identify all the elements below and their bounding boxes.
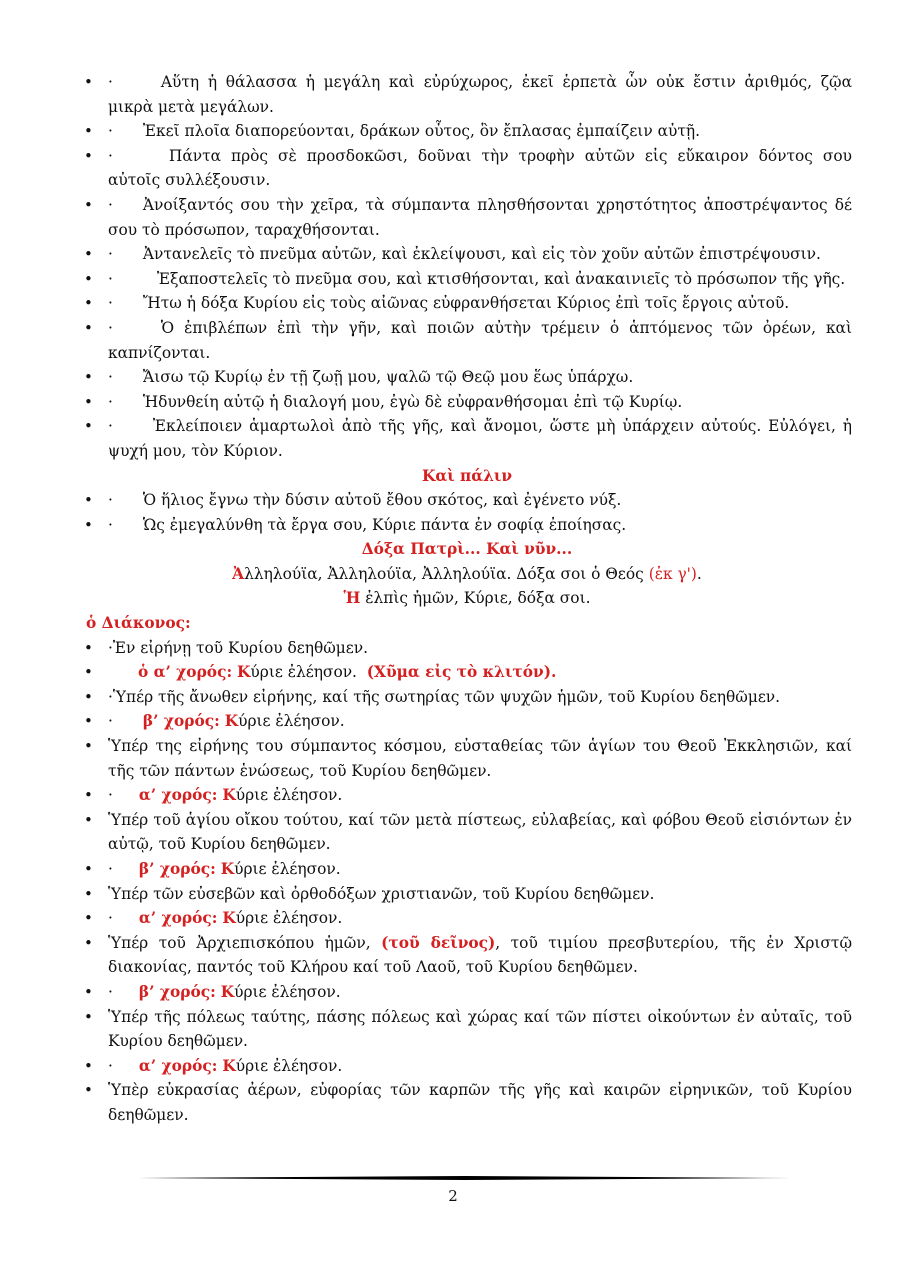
- mid-dot: ·: [108, 712, 113, 731]
- petition-text: Ἐν εἰρήνῃ τοῦ Κυρίου δεηθῶμεν.: [112, 638, 369, 657]
- elpis-initial: Ἡ: [343, 589, 361, 608]
- psalm-verses-continued: [82, 488, 852, 537]
- bullet-icon: •: [84, 786, 93, 805]
- mid-dot: ·: [108, 146, 113, 165]
- petition-text-a: Ὑπέρ τοῦ Ἀρχιεπισκόπου ἡμῶν,: [108, 933, 382, 952]
- choir-label: β’ χορός:: [142, 712, 220, 731]
- litany-petition-3: [82, 734, 852, 783]
- bullet-icon: •: [84, 909, 93, 928]
- litany-petition-6: [82, 931, 852, 980]
- litany-petition-5: [82, 882, 852, 907]
- verse-text: Ἀνοίξαντός σου τὴν χεῖρα, τὰ σύμπαντα πλησθήσονται χρηστότητος ἀποστρέψαντος δέ σου τὸ πρόσωπον, ταραχθήσονται.: [108, 195, 852, 239]
- litany-petition-2: [82, 685, 852, 710]
- kyrie-text: ύριε ἐλέησον.: [235, 909, 343, 928]
- verse-item: [82, 390, 852, 415]
- bullet-icon: •: [84, 122, 93, 141]
- verse-text: Αὕτη ἡ θάλασσα ἡ μεγάλη καὶ εὐρύχωρος, ἐκεῖ ἑρπετὰ ὧν οὐκ ἔστιν ἀριθμός, ζῷα μικρὰ μετὰ μεγάλων.: [108, 73, 852, 116]
- choir-response-6: [82, 980, 852, 1005]
- petition-text: Ὑπὲρ εὐκρασίας ἀέρων, εὐφορίας τῶν καρπῶν τῆς γῆς καὶ καιρῶν εἰρηνικῶν, τοῦ Κυρίου δεηθῶμεν.: [108, 1081, 852, 1124]
- choir-response-7: [82, 1054, 852, 1079]
- bullet-icon: •: [84, 392, 93, 411]
- bullet-icon: •: [84, 1081, 93, 1100]
- mid-dot: ·: [108, 638, 113, 657]
- choir-label: β’ χορός:: [138, 860, 216, 878]
- bullet-icon: •: [84, 712, 93, 731]
- mid-dot: ·: [108, 417, 113, 436]
- bullet-icon: •: [84, 73, 93, 91]
- verse-item: [82, 316, 852, 365]
- bullet-icon: •: [84, 146, 93, 165]
- petition-text: Ὑπέρ τῶν εὐσεβῶν καὶ ὀρθοδόξων χριστιανῶν, τοῦ Κυρίου δεηθῶμεν.: [108, 884, 655, 903]
- verse-item: [82, 513, 852, 538]
- mid-dot: ·: [108, 1056, 113, 1075]
- page-content: [82, 70, 852, 1128]
- kyrie-text: ύριε ἐλέησον.: [238, 712, 345, 731]
- verse-text: Ὁ ἥλιος ἔγνω τὴν δύσιν αὐτοῦ ἔθου σκότος, καὶ ἐγένετο νύξ.: [142, 491, 622, 510]
- mid-dot: ·: [108, 982, 113, 1001]
- mid-dot: ·: [108, 195, 113, 214]
- mid-dot: ·: [108, 245, 113, 264]
- kyrie-text: ύριε ἐλέησον.: [234, 982, 341, 1001]
- footer-divider: [138, 1176, 792, 1180]
- verse-text: Πάντα πρὸς σὲ προσδοκῶσι, δοῦναι τὴν τροφὴν αὐτῶν εἰς εὔκαιρον δόντος σου αὐτοῖς συλλέξουσιν.: [108, 146, 852, 190]
- kyrie-initial: Κ: [222, 1056, 236, 1075]
- mid-dot: ·: [108, 318, 113, 337]
- verse-item: [82, 291, 852, 316]
- bullet-icon: •: [84, 810, 93, 829]
- bullet-icon: •: [84, 515, 93, 534]
- choir-label: α’ χορός:: [138, 1056, 218, 1075]
- verse-text: Ἐκλείποιεν ἁμαρτωλοὶ ἀπὸ τῆς γῆς, καὶ ἄνομοι, ὥστε μὴ ὑπάρχειν αὐτούς. Εὐλόγει, ἡ ψυχή μου, τὸν Κύριον.: [108, 417, 852, 460]
- psalm-verses: [82, 70, 852, 464]
- mid-dot: ·: [108, 860, 113, 878]
- verse-item: [82, 267, 852, 292]
- mid-dot: ·: [108, 687, 113, 706]
- choir-note: (Χῦμα εἰς τὸ κλιτόν).: [366, 663, 557, 682]
- bullet-icon: •: [84, 884, 93, 903]
- bullet-icon: •: [84, 318, 93, 337]
- verse-item: [82, 242, 852, 267]
- choir-response-3: [82, 783, 852, 808]
- bullet-icon: •: [84, 737, 93, 756]
- choir-response-5: [82, 906, 852, 931]
- bullet-icon: •: [84, 1056, 93, 1075]
- choir-label: ὁ α’ χορός:: [138, 663, 233, 682]
- bullet-icon: •: [84, 933, 93, 952]
- litany-petition-4: [82, 808, 852, 857]
- mid-dot: ·: [108, 368, 113, 387]
- bullet-icon: •: [84, 417, 93, 436]
- verse-item: [82, 119, 852, 144]
- choir-response-4: [82, 857, 852, 882]
- mid-dot: ·: [108, 515, 113, 534]
- verse-item: [82, 70, 852, 119]
- kyrie-initial: Κ: [220, 982, 235, 1001]
- kyrie-text: ύριε ἐλέησον.: [234, 860, 341, 878]
- mid-dot: ·: [108, 909, 113, 928]
- kyrie-initial: Κ: [224, 712, 239, 731]
- verse-text: Ἐκεῖ πλοῖα διαπορεύονται, δράκων οὗτος, ὃν ἔπλασας ἐμπαίζειν αὐτῇ.: [142, 122, 700, 141]
- mid-dot: ·: [108, 491, 113, 510]
- kyrie-initial: Κ: [237, 663, 251, 682]
- verse-text: Ἄισω τῷ Κυρίῳ ἐν τῇ ζωῇ μου, ψαλῶ τῷ Θεῷ μου ἕως ὑπάρχω.: [142, 368, 634, 387]
- mid-dot: ·: [108, 269, 113, 288]
- petition-text: Ὑπέρ της εἰρήνης του σύμπαντος κόσμου, εὐσταθείας τῶν ἁγίων του Θεοῦ Ἐκκλησιῶν, καί τῆς τῶν πάντων ἑνώσεως, τοῦ Κυρίου δεηθῶμεν.: [108, 737, 852, 780]
- verse-text: Ἐξαποστελεῖς τὸ πνεῦμα σου, καὶ κτισθήσονται, καὶ ἀνακαινιεῖς τὸ πρόσωπον τῆς γῆς.: [156, 269, 846, 288]
- mid-dot: ·: [108, 392, 113, 411]
- mid-dot: ·: [108, 73, 113, 91]
- bullet-icon: •: [84, 638, 93, 657]
- page-number: 2: [448, 1187, 458, 1205]
- bullet-icon: •: [84, 269, 93, 288]
- mid-dot: ·: [108, 122, 113, 141]
- alleluia-ek-g: (ἐκ γ'): [648, 564, 697, 583]
- alleluia-text: λληλούϊα, Ἀλληλούϊα, Ἀλληλούϊα. Δόξα σοι ὁ Θεός: [244, 564, 644, 583]
- verse-text: Ὁ ἐπιβλέπων ἐπὶ τὴν γῆν, καὶ ποιῶν αὐτὴν τρέμειν ὁ ἁπτόμενος τῶν ὀρέων, καὶ καπνίζονται.: [108, 318, 852, 362]
- elpis-line: [82, 586, 852, 611]
- litany-petition-8: [82, 1078, 852, 1127]
- deacon-label: ὁ Διάκονος:: [86, 614, 191, 633]
- alleluia-line: [82, 562, 852, 587]
- bullet-icon: •: [84, 245, 93, 264]
- kai-palin-heading: Καὶ πάλιν: [421, 466, 513, 485]
- choir-label: α’ χορός:: [138, 909, 218, 928]
- verse-text: Ἡδυνθείη αὐτῷ ἡ διαλογή μου, ἐγὼ δὲ εὐφρανθήσομαι ἐπὶ τῷ Κυρίῳ.: [142, 392, 683, 411]
- kyrie-initial: Κ: [222, 786, 236, 805]
- verse-item: [82, 488, 852, 513]
- alleluia-end: .: [696, 564, 702, 583]
- kyrie-text: ύριε ἐλέησον.: [235, 1056, 343, 1075]
- verse-item: [82, 365, 852, 390]
- bullet-icon: •: [84, 195, 93, 214]
- bullet-icon: •: [84, 368, 93, 387]
- kyrie-initial: Κ: [220, 860, 235, 878]
- verse-text: Ἤτω ἡ δόξα Κυρίου εἰς τοὺς αἰῶνας εὐφρανθήσεται Κύριος ἐπὶ τοῖς ἔργοις αὐτοῦ.: [142, 294, 790, 313]
- doxa-heading: Δόξα Πατρὶ... Καὶ νῦν...: [361, 540, 573, 559]
- choir-label: β’ χορός:: [138, 982, 216, 1001]
- petition-name-placeholder: (τοῦ δεῖνος): [381, 933, 496, 952]
- verse-item: [82, 144, 852, 193]
- litany-petition-7: [82, 1005, 852, 1054]
- bullet-icon: •: [84, 860, 93, 878]
- litany-petition-1: [82, 636, 852, 661]
- elpis-text: ἐλπὶς ἡμῶν, Κύριε, δόξα σοι.: [360, 589, 591, 608]
- petition-text: Ὑπέρ τοῦ ἁγίου οἴκου τούτου, καί τῶν μετὰ πίστεως, εὐλαβείας, καὶ φόβου Θεοῦ εἰσιόντων ἐν αὐτῷ, τοῦ Κυρίου δεηθῶμεν.: [108, 810, 852, 854]
- bullet-icon: •: [84, 982, 93, 1001]
- bullet-icon: •: [84, 687, 93, 706]
- petition-text-b: , τοῦ τιμίου πρεσβυτερίου, τῆς ἐν Χριστῷ διακονίας, παντός τοῦ Κλήρου καί τοῦ Λαοῦ, τοῦ Κυρίου δεηθῶμεν.: [108, 933, 852, 977]
- verse-text: Ἀντανελεῖς τὸ πνεῦμα αὐτῶν, καὶ ἐκλείψουσι, καὶ εἰς τὸν χοῦν αὐτῶν ἐπιστρέψουσιν.: [142, 245, 821, 264]
- bullet-icon: •: [84, 663, 93, 682]
- mid-dot: ·: [108, 294, 113, 313]
- petition-text: Ὑπέρ τῆς πόλεως ταύτης, πάσης πόλεως καὶ χώρας καί τῶν πίστει οἰκούντων ἐν αὐταῖς, τοῦ Κυρίου δεηθῶμεν.: [108, 1007, 852, 1051]
- kyrie-initial: Κ: [222, 909, 236, 928]
- verse-item: [82, 414, 852, 463]
- petition-text: Ὑπέρ τῆς ἄνωθεν εἰρήνης, καί τῆς σωτηρίας τῶν ψυχῶν ἡμῶν, τοῦ Κυρίου δεηθῶμεν.: [112, 687, 781, 706]
- choir-label: α’ χορός:: [138, 786, 218, 805]
- mid-dot: ·: [108, 786, 113, 805]
- alleluia-initial: Ἀ: [232, 564, 245, 583]
- verse-item: [82, 193, 852, 242]
- kyrie-text: ύριε ἐλέησον.: [250, 663, 357, 682]
- bullet-icon: •: [84, 1007, 93, 1026]
- verse-text: Ὡς ἐμεγαλύνθη τὰ ἔργα σου, Κύριε πάντα ἐν σοφίᾳ ἐποίησας.: [142, 515, 627, 534]
- choir-response-1: [82, 660, 852, 685]
- choir-response-2: [82, 709, 852, 734]
- kyrie-text: ύριε ἐλέησον.: [235, 786, 343, 805]
- bullet-icon: •: [84, 294, 93, 313]
- bullet-icon: •: [84, 491, 93, 510]
